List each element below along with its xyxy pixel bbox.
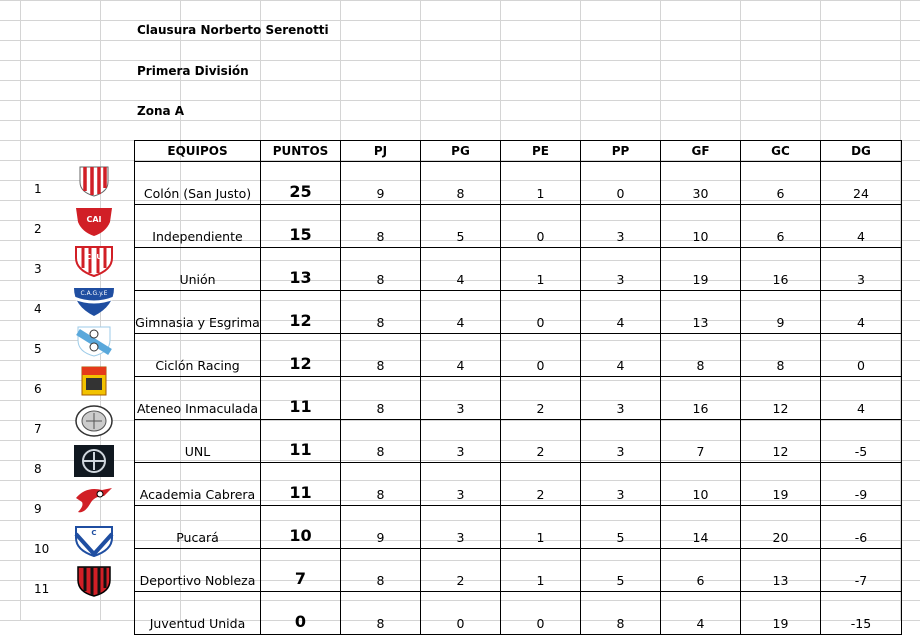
goals-for-cell[interactable]: 10	[661, 205, 741, 248]
position-number: 11	[34, 582, 50, 596]
lost-cell[interactable]: 8	[581, 592, 661, 635]
drawn-cell[interactable]: 1	[501, 549, 581, 592]
juventud-unida-crest-icon	[72, 564, 116, 598]
goal-diff-cell[interactable]: -7	[821, 549, 902, 592]
svg-text:C: C	[91, 529, 97, 537]
table-row	[135, 248, 902, 291]
independiente-crest-icon	[72, 204, 116, 238]
division-title: Primera División	[137, 64, 249, 78]
table-row	[135, 162, 902, 205]
goals-against-cell[interactable]: 6	[741, 162, 821, 205]
table-row	[135, 463, 902, 506]
played-cell[interactable]: 8	[341, 248, 421, 291]
drawn-cell[interactable]: 0	[501, 334, 581, 377]
won-cell[interactable]: 5	[421, 205, 501, 248]
table-row	[135, 334, 902, 377]
goal-diff-cell[interactable]: 0	[821, 334, 902, 377]
position-number: 2	[34, 222, 42, 236]
position-number: 6	[34, 382, 42, 396]
table-row	[135, 291, 902, 334]
tournament-title: Clausura Norberto Serenotti	[137, 23, 329, 37]
drawn-cell[interactable]: 1	[501, 506, 581, 549]
drawn-cell[interactable]: 1	[501, 162, 581, 205]
ciclon-racing-crest-icon	[72, 324, 116, 358]
col-pp[interactable]: PP	[581, 141, 661, 162]
drawn-cell[interactable]: 0	[501, 291, 581, 334]
drawn-cell[interactable]: 0	[501, 592, 581, 635]
lost-cell[interactable]: 0	[581, 162, 661, 205]
lost-cell[interactable]: 4	[581, 334, 661, 377]
position-number: 9	[34, 502, 42, 516]
team-name-cell[interactable]: UNL	[135, 420, 261, 463]
lost-cell[interactable]: 5	[581, 549, 661, 592]
standings-table	[134, 140, 902, 635]
played-cell[interactable]: 8	[341, 334, 421, 377]
svg-text:CAI: CAI	[86, 215, 102, 224]
played-cell[interactable]: 9	[341, 506, 421, 549]
won-cell[interactable]: 2	[421, 549, 501, 592]
played-cell[interactable]: 8	[341, 592, 421, 635]
col-dg[interactable]: DG	[821, 141, 902, 162]
played-cell[interactable]: 8	[341, 420, 421, 463]
table-row	[135, 592, 902, 635]
team-name-cell[interactable]: Ateneo Inmaculada	[135, 377, 261, 420]
team-points-cell[interactable]: 13	[261, 248, 341, 291]
col-pj[interactable]: PJ	[341, 141, 421, 162]
played-cell[interactable]: 8	[341, 291, 421, 334]
position-number: 5	[34, 342, 42, 356]
goals-for-cell[interactable]: 19	[661, 248, 741, 291]
won-cell[interactable]: 0	[421, 592, 501, 635]
won-cell[interactable]: 3	[421, 506, 501, 549]
goals-for-cell[interactable]: 10	[661, 463, 741, 506]
played-cell[interactable]: 8	[341, 377, 421, 420]
goals-for-cell[interactable]: 7	[661, 420, 741, 463]
team-name-cell[interactable]: Juventud Unida	[135, 592, 261, 635]
col-puntos[interactable]: PUNTOS	[261, 141, 341, 162]
gimnasia-crest-icon	[72, 284, 116, 318]
team-name-cell[interactable]: Gimnasia y Esgrima	[135, 291, 261, 334]
goals-against-cell[interactable]: 19	[741, 592, 821, 635]
academia-cabrera-crest-icon	[72, 444, 116, 478]
col-pe[interactable]: PE	[501, 141, 581, 162]
played-cell[interactable]: 8	[341, 205, 421, 248]
won-cell[interactable]: 3	[421, 420, 501, 463]
goals-against-cell[interactable]: 13	[741, 549, 821, 592]
team-points-cell[interactable]: 0	[261, 592, 341, 635]
position-number: 4	[34, 302, 42, 316]
team-name-cell[interactable]: Ciclón Racing	[135, 334, 261, 377]
won-cell[interactable]: 3	[421, 377, 501, 420]
goals-for-cell[interactable]: 16	[661, 377, 741, 420]
col-gc[interactable]: GC	[741, 141, 821, 162]
position-number: 7	[34, 422, 42, 436]
played-cell[interactable]: 9	[341, 162, 421, 205]
lost-cell[interactable]: 4	[581, 291, 661, 334]
goal-diff-cell[interactable]: 3	[821, 248, 902, 291]
lost-cell[interactable]: 5	[581, 506, 661, 549]
position-number: 1	[34, 182, 42, 196]
goals-against-cell[interactable]: 6	[741, 205, 821, 248]
table-row	[135, 420, 902, 463]
table-row	[135, 205, 902, 248]
team-name-cell[interactable]: Pucará	[135, 506, 261, 549]
union-crest-icon	[72, 244, 116, 278]
svg-text:C.A.G.y.E: C.A.G.y.E	[80, 290, 108, 297]
pucara-crest-icon	[72, 484, 116, 518]
position-number: 8	[34, 462, 42, 476]
zone-title: Zona A	[137, 104, 185, 118]
team-points-cell[interactable]: 11	[261, 377, 341, 420]
lost-cell[interactable]: 3	[581, 420, 661, 463]
goals-against-cell[interactable]: 12	[741, 420, 821, 463]
goal-diff-cell[interactable]: -6	[821, 506, 902, 549]
goals-for-cell[interactable]: 4	[661, 592, 741, 635]
col-pg[interactable]: PG	[421, 141, 501, 162]
goal-diff-cell[interactable]: 4	[821, 377, 902, 420]
won-cell[interactable]: 3	[421, 463, 501, 506]
goals-against-cell[interactable]: 12	[741, 377, 821, 420]
team-points-cell[interactable]: 25	[261, 162, 341, 205]
won-cell[interactable]: 4	[421, 291, 501, 334]
drawn-cell[interactable]: 2	[501, 420, 581, 463]
goal-diff-cell[interactable]: -9	[821, 463, 902, 506]
drawn-cell[interactable]: 2	[501, 377, 581, 420]
drawn-cell[interactable]: 1	[501, 248, 581, 291]
table-row	[135, 549, 902, 592]
goals-against-cell[interactable]: 8	[741, 334, 821, 377]
goals-for-cell[interactable]: 14	[661, 506, 741, 549]
nobleza-crest-icon	[72, 524, 116, 558]
goals-for-cell[interactable]: 30	[661, 162, 741, 205]
goals-for-cell[interactable]: 13	[661, 291, 741, 334]
goals-against-cell[interactable]: 9	[741, 291, 821, 334]
table-row	[135, 377, 902, 420]
goals-for-cell[interactable]: 6	[661, 549, 741, 592]
lost-cell[interactable]: 3	[581, 377, 661, 420]
won-cell[interactable]: 8	[421, 162, 501, 205]
goals-against-cell[interactable]: 16	[741, 248, 821, 291]
won-cell[interactable]: 4	[421, 248, 501, 291]
won-cell[interactable]: 4	[421, 334, 501, 377]
lost-cell[interactable]: 3	[581, 248, 661, 291]
goal-diff-cell[interactable]: -5	[821, 420, 902, 463]
goal-diff-cell[interactable]: 4	[821, 291, 902, 334]
table-row	[135, 506, 902, 549]
goal-diff-cell[interactable]: 4	[821, 205, 902, 248]
team-name-cell[interactable]: Deportivo Nobleza	[135, 549, 261, 592]
team-points-cell[interactable]: 12	[261, 291, 341, 334]
team-name-cell[interactable]: Independiente	[135, 205, 261, 248]
ateneo-crest-icon	[72, 364, 116, 398]
goals-against-cell[interactable]: 20	[741, 506, 821, 549]
lost-cell[interactable]: 3	[581, 463, 661, 506]
team-points-cell[interactable]: 10	[261, 506, 341, 549]
team-name-cell[interactable]: Academia Cabrera	[135, 463, 261, 506]
unl-crest-icon	[72, 404, 116, 438]
goal-diff-cell[interactable]: 24	[821, 162, 902, 205]
team-name-cell[interactable]: Unión	[135, 248, 261, 291]
team-points-cell[interactable]: 7	[261, 549, 341, 592]
colon-crest-icon	[72, 164, 116, 198]
header-row	[135, 141, 902, 162]
position-number: 10	[34, 542, 50, 556]
svg-text:CAU: CAU	[85, 253, 103, 261]
goals-for-cell[interactable]: 8	[661, 334, 741, 377]
drawn-cell[interactable]: 2	[501, 463, 581, 506]
col-gf[interactable]: GF	[661, 141, 741, 162]
team-points-cell[interactable]: 12	[261, 334, 341, 377]
lost-cell[interactable]: 3	[581, 205, 661, 248]
played-cell[interactable]: 8	[341, 549, 421, 592]
position-number: 3	[34, 262, 42, 276]
team-points-cell[interactable]: 15	[261, 205, 341, 248]
team-name-cell[interactable]: Colón (San Justo)	[135, 162, 261, 205]
goals-against-cell[interactable]: 19	[741, 463, 821, 506]
played-cell[interactable]: 8	[341, 463, 421, 506]
team-points-cell[interactable]: 11	[261, 420, 341, 463]
drawn-cell[interactable]: 0	[501, 205, 581, 248]
col-equipos[interactable]: EQUIPOS	[135, 141, 261, 162]
goal-diff-cell[interactable]: -15	[821, 592, 902, 635]
team-points-cell[interactable]: 11	[261, 463, 341, 506]
